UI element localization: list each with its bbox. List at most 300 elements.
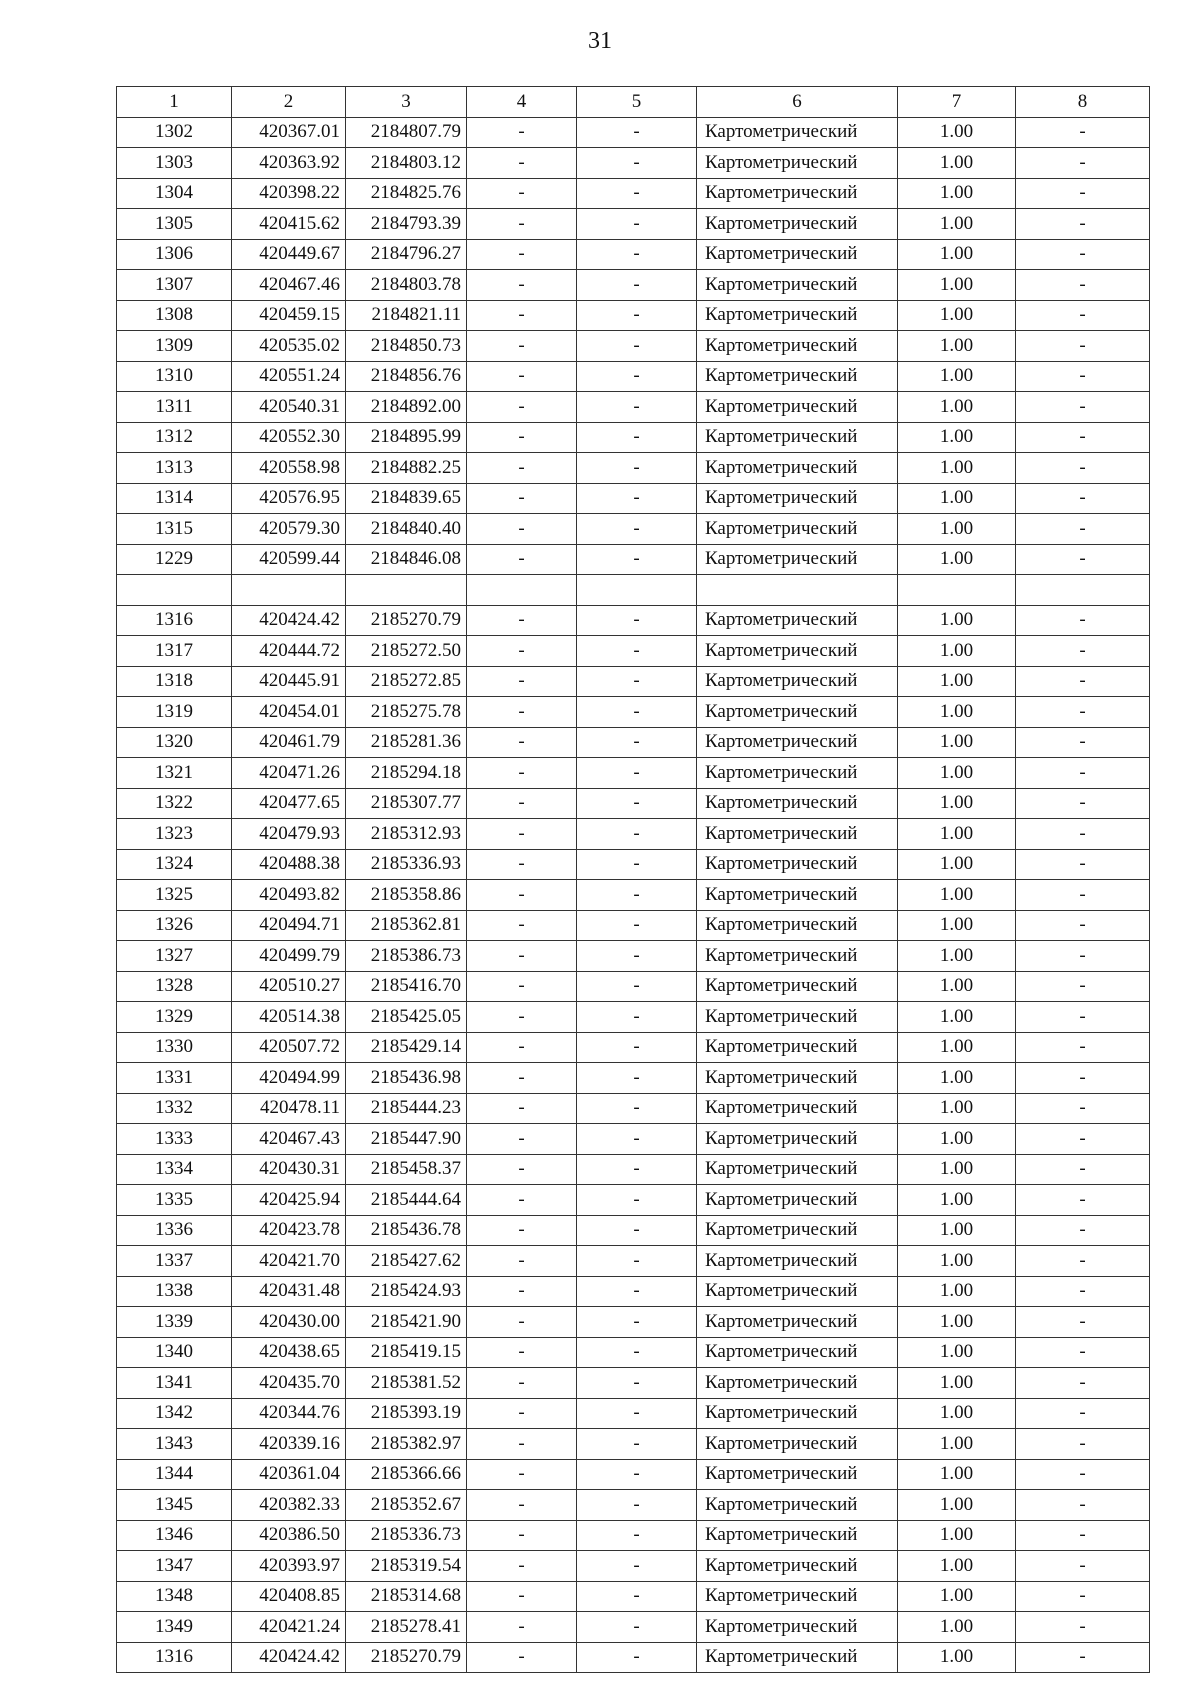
method-cell: Картометрический — [697, 178, 898, 209]
column-5-cell: - — [577, 910, 697, 941]
column-5-cell: - — [577, 605, 697, 636]
x-coordinate-cell: 420444.72 — [232, 636, 346, 667]
column-8-cell: - — [1016, 1276, 1150, 1307]
column-8-cell: - — [1016, 1185, 1150, 1216]
point-number-cell: 1309 — [117, 331, 232, 362]
point-number-cell: 1314 — [117, 483, 232, 514]
column-4-cell: - — [467, 544, 577, 575]
x-coordinate-cell: 420576.95 — [232, 483, 346, 514]
column-8-cell: - — [1016, 788, 1150, 819]
column-4-cell: - — [467, 392, 577, 423]
precision-cell: 1.00 — [898, 666, 1016, 697]
method-cell: Картометрический — [697, 270, 898, 301]
table-row — [117, 300, 1150, 331]
precision-cell: 1.00 — [898, 178, 1016, 209]
column-8-cell: - — [1016, 239, 1150, 270]
column-8-cell: - — [1016, 1368, 1150, 1399]
y-coordinate-cell: 2185281.36 — [346, 727, 467, 758]
column-4-cell: - — [467, 331, 577, 362]
table-row — [117, 819, 1150, 850]
column-header: 6 — [697, 87, 898, 118]
table-row — [117, 148, 1150, 179]
y-coordinate-cell: 2185275.78 — [346, 697, 467, 728]
column-4-cell: - — [467, 300, 577, 331]
y-coordinate-cell: 2185416.70 — [346, 971, 467, 1002]
point-number-cell: 1328 — [117, 971, 232, 1002]
method-cell: Картометрический — [697, 1002, 898, 1033]
table-row — [117, 636, 1150, 667]
column-8-cell: - — [1016, 605, 1150, 636]
x-coordinate-cell: 420449.67 — [232, 239, 346, 270]
column-8-cell: - — [1016, 727, 1150, 758]
table-row — [117, 270, 1150, 301]
table-row — [117, 880, 1150, 911]
table-row — [117, 483, 1150, 514]
column-header: 2 — [232, 87, 346, 118]
point-number-cell: 1345 — [117, 1490, 232, 1521]
method-cell: Картометрический — [697, 1154, 898, 1185]
x-coordinate-cell: 420551.24 — [232, 361, 346, 392]
table-row — [117, 392, 1150, 423]
column-4-cell: - — [467, 1124, 577, 1155]
column-8-cell: - — [1016, 331, 1150, 362]
column-4-cell: - — [467, 178, 577, 209]
x-coordinate-cell: 420430.00 — [232, 1307, 346, 1338]
y-coordinate-cell: 2185436.98 — [346, 1063, 467, 1094]
method-cell: Картометрический — [697, 300, 898, 331]
x-coordinate-cell: 420494.99 — [232, 1063, 346, 1094]
column-8-cell: - — [1016, 1398, 1150, 1429]
precision-cell: 1.00 — [898, 636, 1016, 667]
y-coordinate-cell: 2185366.66 — [346, 1459, 467, 1490]
x-coordinate-cell: 420424.42 — [232, 605, 346, 636]
method-cell: Картометрический — [697, 1063, 898, 1094]
precision-cell: 1.00 — [898, 1063, 1016, 1094]
x-coordinate-cell: 420361.04 — [232, 1459, 346, 1490]
precision-cell: 1.00 — [898, 971, 1016, 1002]
method-cell: Картометрический — [697, 849, 898, 880]
column-8-cell: - — [1016, 1215, 1150, 1246]
column-4-cell: - — [467, 209, 577, 240]
y-coordinate-cell: 2185319.54 — [346, 1551, 467, 1582]
column-5-cell: - — [577, 1063, 697, 1094]
precision-cell: 1.00 — [898, 1581, 1016, 1612]
column-5-cell: - — [577, 1093, 697, 1124]
column-5-cell: - — [577, 1246, 697, 1277]
empty-cell — [898, 575, 1016, 606]
point-number-cell: 1340 — [117, 1337, 232, 1368]
column-4-cell: - — [467, 117, 577, 148]
precision-cell: 1.00 — [898, 453, 1016, 484]
column-8-cell: - — [1016, 117, 1150, 148]
point-number-cell: 1304 — [117, 178, 232, 209]
column-4-cell: - — [467, 636, 577, 667]
column-4-cell: - — [467, 1612, 577, 1643]
x-coordinate-cell: 420477.65 — [232, 788, 346, 819]
column-4-cell: - — [467, 270, 577, 301]
column-8-cell: - — [1016, 392, 1150, 423]
table-row — [117, 1520, 1150, 1551]
method-cell: Картометрический — [697, 1215, 898, 1246]
column-8-cell: - — [1016, 697, 1150, 728]
table-row — [117, 971, 1150, 1002]
empty-cell — [232, 575, 346, 606]
column-4-cell: - — [467, 1002, 577, 1033]
column-8-cell: - — [1016, 636, 1150, 667]
y-coordinate-cell: 2185270.79 — [346, 605, 467, 636]
x-coordinate-cell: 420363.92 — [232, 148, 346, 179]
precision-cell: 1.00 — [898, 849, 1016, 880]
method-cell: Картометрический — [697, 1185, 898, 1216]
column-5-cell: - — [577, 1642, 697, 1673]
precision-cell: 1.00 — [898, 514, 1016, 545]
column-8-cell: - — [1016, 880, 1150, 911]
column-8-cell: - — [1016, 422, 1150, 453]
y-coordinate-cell: 2185427.62 — [346, 1246, 467, 1277]
x-coordinate-cell: 420461.79 — [232, 727, 346, 758]
x-coordinate-cell: 420494.71 — [232, 910, 346, 941]
precision-cell: 1.00 — [898, 1368, 1016, 1399]
method-cell: Картометрический — [697, 544, 898, 575]
column-4-cell: - — [467, 1459, 577, 1490]
column-4-cell: - — [467, 1246, 577, 1277]
x-coordinate-cell: 420467.43 — [232, 1124, 346, 1155]
x-coordinate-cell: 420421.70 — [232, 1246, 346, 1277]
y-coordinate-cell: 2185307.77 — [346, 788, 467, 819]
point-number-cell: 1335 — [117, 1185, 232, 1216]
point-number-cell: 1343 — [117, 1429, 232, 1460]
empty-cell — [117, 575, 232, 606]
y-coordinate-cell: 2184840.40 — [346, 514, 467, 545]
column-5-cell: - — [577, 453, 697, 484]
precision-cell: 1.00 — [898, 239, 1016, 270]
method-cell: Картометрический — [697, 1398, 898, 1429]
column-4-cell: - — [467, 605, 577, 636]
column-4-cell: - — [467, 483, 577, 514]
method-cell: Картометрический — [697, 1642, 898, 1673]
precision-cell: 1.00 — [898, 727, 1016, 758]
separator-row — [117, 575, 1150, 606]
y-coordinate-cell: 2184793.39 — [346, 209, 467, 240]
column-8-cell: - — [1016, 910, 1150, 941]
y-coordinate-cell: 2185278.41 — [346, 1612, 467, 1643]
column-8-cell: - — [1016, 1246, 1150, 1277]
column-4-cell: - — [467, 697, 577, 728]
precision-cell: 1.00 — [898, 1124, 1016, 1155]
column-4-cell: - — [467, 971, 577, 1002]
y-coordinate-cell: 2184821.11 — [346, 300, 467, 331]
column-5-cell: - — [577, 117, 697, 148]
column-5-cell: - — [577, 880, 697, 911]
precision-cell: 1.00 — [898, 1246, 1016, 1277]
y-coordinate-cell: 2184825.76 — [346, 178, 467, 209]
column-4-cell: - — [467, 1581, 577, 1612]
column-4-cell: - — [467, 1093, 577, 1124]
point-number-cell: 1307 — [117, 270, 232, 301]
precision-cell: 1.00 — [898, 270, 1016, 301]
y-coordinate-cell: 2185419.15 — [346, 1337, 467, 1368]
column-5-cell: - — [577, 849, 697, 880]
precision-cell: 1.00 — [898, 1185, 1016, 1216]
point-number-cell: 1347 — [117, 1551, 232, 1582]
point-number-cell: 1320 — [117, 727, 232, 758]
column-5-cell: - — [577, 1276, 697, 1307]
precision-cell: 1.00 — [898, 422, 1016, 453]
column-5-cell: - — [577, 209, 697, 240]
x-coordinate-cell: 420393.97 — [232, 1551, 346, 1582]
x-coordinate-cell: 420424.42 — [232, 1642, 346, 1673]
method-cell: Картометрический — [697, 758, 898, 789]
x-coordinate-cell: 420386.50 — [232, 1520, 346, 1551]
y-coordinate-cell: 2185425.05 — [346, 1002, 467, 1033]
y-coordinate-cell: 2184803.12 — [346, 148, 467, 179]
x-coordinate-cell: 420415.62 — [232, 209, 346, 240]
precision-cell: 1.00 — [898, 300, 1016, 331]
method-cell: Картометрический — [697, 1276, 898, 1307]
table-row — [117, 361, 1150, 392]
method-cell: Картометрический — [697, 1490, 898, 1521]
column-8-cell: - — [1016, 514, 1150, 545]
point-number-cell: 1332 — [117, 1093, 232, 1124]
column-8-cell: - — [1016, 300, 1150, 331]
point-number-cell: 1346 — [117, 1520, 232, 1551]
table-row — [117, 1276, 1150, 1307]
precision-cell: 1.00 — [898, 1337, 1016, 1368]
column-4-cell: - — [467, 788, 577, 819]
method-cell: Картометрический — [697, 880, 898, 911]
empty-cell — [346, 575, 467, 606]
precision-cell: 1.00 — [898, 819, 1016, 850]
method-cell: Картометрический — [697, 1307, 898, 1338]
method-cell: Картометрический — [697, 148, 898, 179]
column-5-cell: - — [577, 697, 697, 728]
method-cell: Картометрический — [697, 361, 898, 392]
precision-cell: 1.00 — [898, 1642, 1016, 1673]
table-row — [117, 1551, 1150, 1582]
point-number-cell: 1324 — [117, 849, 232, 880]
table-row — [117, 605, 1150, 636]
table-row — [117, 1002, 1150, 1033]
column-5-cell: - — [577, 1459, 697, 1490]
method-cell: Картометрический — [697, 209, 898, 240]
y-coordinate-cell: 2185362.81 — [346, 910, 467, 941]
point-number-cell: 1342 — [117, 1398, 232, 1429]
column-4-cell: - — [467, 819, 577, 850]
method-cell: Картометрический — [697, 666, 898, 697]
column-8-cell: - — [1016, 1490, 1150, 1521]
method-cell: Картометрический — [697, 697, 898, 728]
column-4-cell: - — [467, 1520, 577, 1551]
method-cell: Картометрический — [697, 1368, 898, 1399]
column-5-cell: - — [577, 666, 697, 697]
x-coordinate-cell: 420431.48 — [232, 1276, 346, 1307]
method-cell: Картометрический — [697, 1459, 898, 1490]
precision-cell: 1.00 — [898, 1093, 1016, 1124]
y-coordinate-cell: 2184839.65 — [346, 483, 467, 514]
point-number-cell: 1330 — [117, 1032, 232, 1063]
precision-cell: 1.00 — [898, 1276, 1016, 1307]
precision-cell: 1.00 — [898, 1612, 1016, 1643]
column-8-cell: - — [1016, 1642, 1150, 1673]
method-cell: Картометрический — [697, 727, 898, 758]
column-4-cell: - — [467, 1551, 577, 1582]
column-5-cell: - — [577, 1185, 697, 1216]
column-8-cell: - — [1016, 1307, 1150, 1338]
y-coordinate-cell: 2185393.19 — [346, 1398, 467, 1429]
table-row — [117, 1063, 1150, 1094]
x-coordinate-cell: 420398.22 — [232, 178, 346, 209]
y-coordinate-cell: 2185429.14 — [346, 1032, 467, 1063]
column-header: 4 — [467, 87, 577, 118]
precision-cell: 1.00 — [898, 1307, 1016, 1338]
column-5-cell: - — [577, 1307, 697, 1338]
table-row — [117, 910, 1150, 941]
column-4-cell: - — [467, 1490, 577, 1521]
y-coordinate-cell: 2185272.50 — [346, 636, 467, 667]
x-coordinate-cell: 420471.26 — [232, 758, 346, 789]
empty-cell — [1016, 575, 1150, 606]
x-coordinate-cell: 420478.11 — [232, 1093, 346, 1124]
point-number-cell: 1229 — [117, 544, 232, 575]
column-5-cell: - — [577, 1124, 697, 1155]
point-number-cell: 1336 — [117, 1215, 232, 1246]
y-coordinate-cell: 2185272.85 — [346, 666, 467, 697]
method-cell: Картометрический — [697, 1520, 898, 1551]
precision-cell: 1.00 — [898, 1154, 1016, 1185]
table-row — [117, 1368, 1150, 1399]
y-coordinate-cell: 2185381.52 — [346, 1368, 467, 1399]
point-number-cell: 1338 — [117, 1276, 232, 1307]
y-coordinate-cell: 2185336.93 — [346, 849, 467, 880]
column-8-cell: - — [1016, 209, 1150, 240]
precision-cell: 1.00 — [898, 1215, 1016, 1246]
point-number-cell: 1308 — [117, 300, 232, 331]
y-coordinate-cell: 2184850.73 — [346, 331, 467, 362]
precision-cell: 1.00 — [898, 1490, 1016, 1521]
table-row — [117, 727, 1150, 758]
precision-cell: 1.00 — [898, 331, 1016, 362]
column-header: 3 — [346, 87, 467, 118]
method-cell: Картометрический — [697, 636, 898, 667]
table-body — [117, 117, 1150, 1673]
method-cell: Картометрический — [697, 422, 898, 453]
point-number-cell: 1312 — [117, 422, 232, 453]
table-row — [117, 453, 1150, 484]
precision-cell: 1.00 — [898, 697, 1016, 728]
table-row — [117, 941, 1150, 972]
precision-cell: 1.00 — [898, 1429, 1016, 1460]
table-row — [117, 1246, 1150, 1277]
column-5-cell: - — [577, 1368, 697, 1399]
method-cell: Картометрический — [697, 910, 898, 941]
column-header: 7 — [898, 87, 1016, 118]
y-coordinate-cell: 2185444.64 — [346, 1185, 467, 1216]
column-5-cell: - — [577, 1490, 697, 1521]
method-cell: Картометрический — [697, 1032, 898, 1063]
table-row — [117, 1154, 1150, 1185]
precision-cell: 1.00 — [898, 148, 1016, 179]
table-row — [117, 1185, 1150, 1216]
point-number-cell: 1326 — [117, 910, 232, 941]
y-coordinate-cell: 2185447.90 — [346, 1124, 467, 1155]
column-5-cell: - — [577, 1612, 697, 1643]
point-number-cell: 1337 — [117, 1246, 232, 1277]
y-coordinate-cell: 2184803.78 — [346, 270, 467, 301]
x-coordinate-cell: 420552.30 — [232, 422, 346, 453]
x-coordinate-cell: 420507.72 — [232, 1032, 346, 1063]
column-4-cell: - — [467, 422, 577, 453]
column-8-cell: - — [1016, 1002, 1150, 1033]
x-coordinate-cell: 420339.16 — [232, 1429, 346, 1460]
empty-cell — [697, 575, 898, 606]
column-8-cell: - — [1016, 1520, 1150, 1551]
point-number-cell: 1325 — [117, 880, 232, 911]
method-cell: Картометрический — [697, 331, 898, 362]
x-coordinate-cell: 420425.94 — [232, 1185, 346, 1216]
column-8-cell: - — [1016, 544, 1150, 575]
point-number-cell: 1322 — [117, 788, 232, 819]
y-coordinate-cell: 2185358.86 — [346, 880, 467, 911]
table-row — [117, 1612, 1150, 1643]
column-4-cell: - — [467, 880, 577, 911]
method-cell: Картометрический — [697, 819, 898, 850]
x-coordinate-cell: 420423.78 — [232, 1215, 346, 1246]
column-5-cell: - — [577, 1154, 697, 1185]
method-cell: Картометрический — [697, 392, 898, 423]
x-coordinate-cell: 420479.93 — [232, 819, 346, 850]
y-coordinate-cell: 2185314.68 — [346, 1581, 467, 1612]
point-number-cell: 1316 — [117, 1642, 232, 1673]
y-coordinate-cell: 2184807.79 — [346, 117, 467, 148]
precision-cell: 1.00 — [898, 788, 1016, 819]
point-number-cell: 1313 — [117, 453, 232, 484]
table-row — [117, 1124, 1150, 1155]
column-8-cell: - — [1016, 1612, 1150, 1643]
x-coordinate-cell: 420430.31 — [232, 1154, 346, 1185]
precision-cell: 1.00 — [898, 880, 1016, 911]
y-coordinate-cell: 2184892.00 — [346, 392, 467, 423]
x-coordinate-cell: 420514.38 — [232, 1002, 346, 1033]
column-5-cell: - — [577, 1215, 697, 1246]
column-5-cell: - — [577, 514, 697, 545]
x-coordinate-cell: 420408.85 — [232, 1581, 346, 1612]
x-coordinate-cell: 420421.24 — [232, 1612, 346, 1643]
x-coordinate-cell: 420459.15 — [232, 300, 346, 331]
table-row — [117, 1490, 1150, 1521]
table-row — [117, 666, 1150, 697]
table-row — [117, 1032, 1150, 1063]
column-5-cell: - — [577, 1398, 697, 1429]
column-5-cell: - — [577, 361, 697, 392]
column-8-cell: - — [1016, 178, 1150, 209]
point-number-cell: 1303 — [117, 148, 232, 179]
column-8-cell: - — [1016, 1124, 1150, 1155]
column-5-cell: - — [577, 270, 697, 301]
column-5-cell: - — [577, 300, 697, 331]
column-8-cell: - — [1016, 666, 1150, 697]
precision-cell: 1.00 — [898, 1551, 1016, 1582]
y-coordinate-cell: 2184895.99 — [346, 422, 467, 453]
empty-cell — [467, 575, 577, 606]
column-5-cell: - — [577, 483, 697, 514]
column-5-cell: - — [577, 331, 697, 362]
header-row — [117, 87, 1150, 118]
point-number-cell: 1349 — [117, 1612, 232, 1643]
method-cell: Картометрический — [697, 483, 898, 514]
x-coordinate-cell: 420558.98 — [232, 453, 346, 484]
column-4-cell: - — [467, 1642, 577, 1673]
column-5-cell: - — [577, 727, 697, 758]
